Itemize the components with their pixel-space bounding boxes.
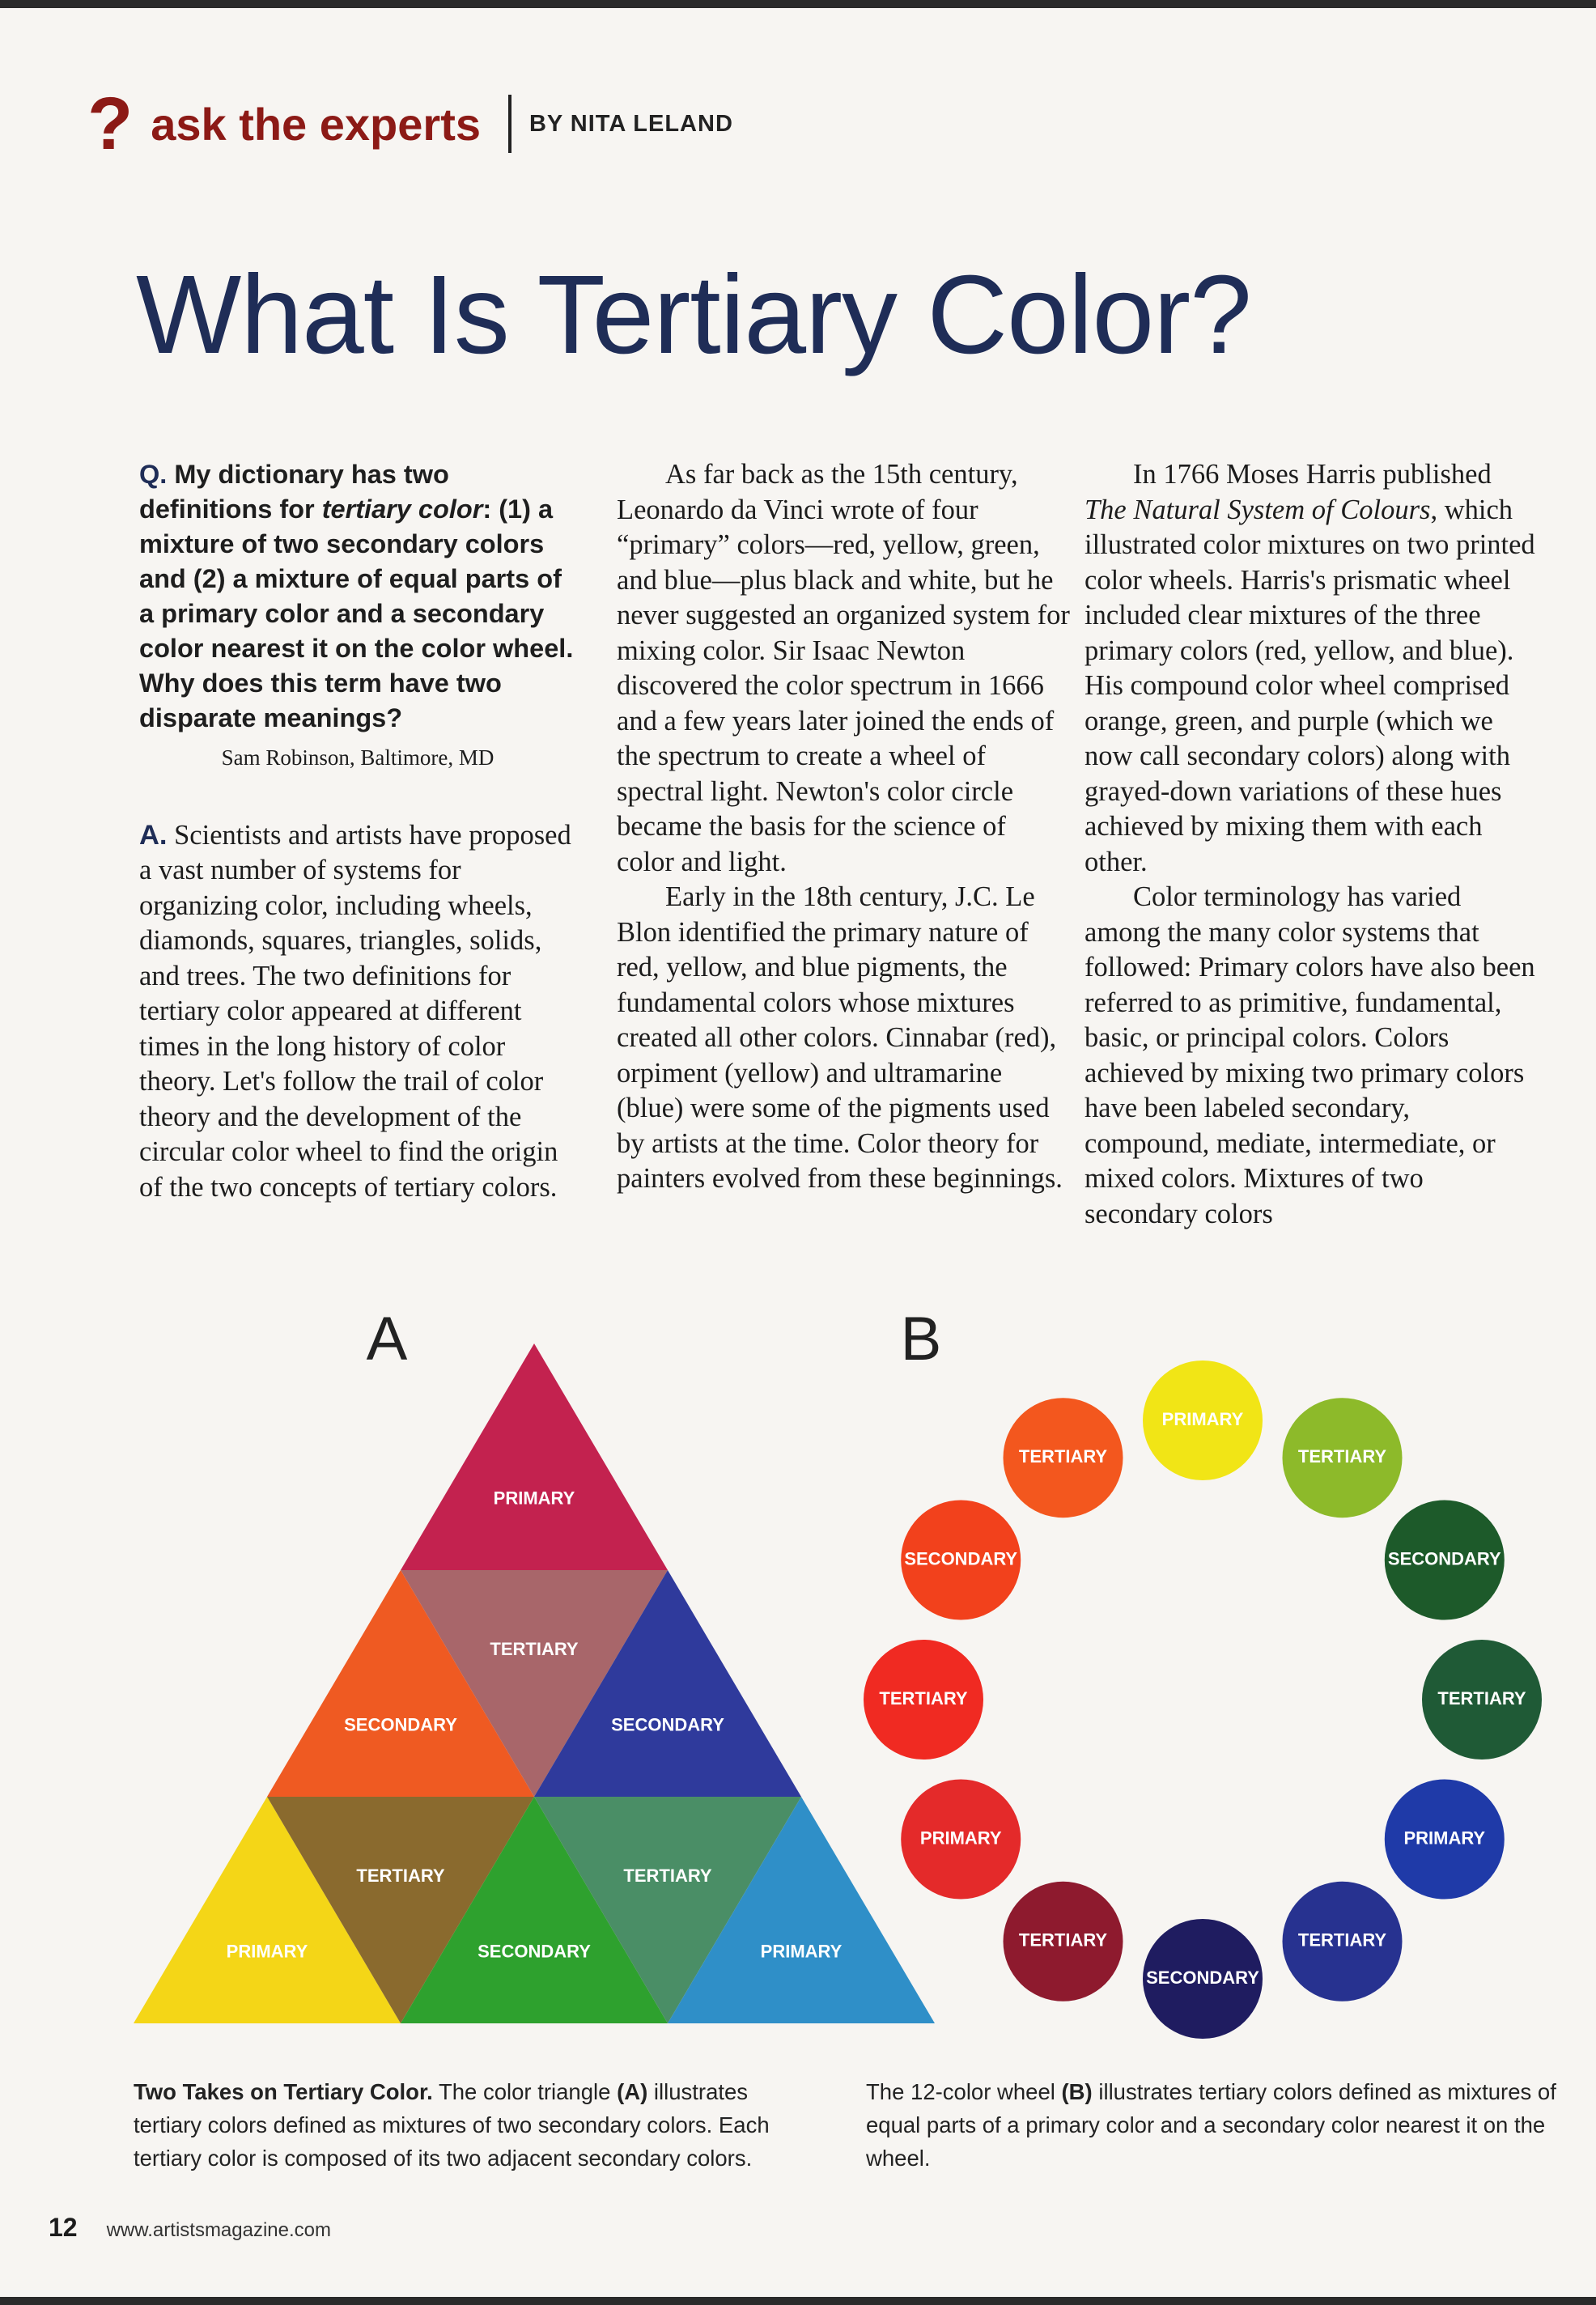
reader-question: Q. My dictionary has two definitions for tertiary color: (1) a mixture of two secondary colors and (2) a mixture of equal parts of a primary color and a secondary color nearest it on the color wheel. Why does this term have two disparate meanings?: [139, 460, 574, 732]
article-title: What Is Tertiary Color?: [136, 253, 1251, 377]
bottom-rule: [0, 2297, 1596, 2305]
question-signer: Sam Robinson, Baltimore, MD: [221, 745, 495, 770]
paragraph: Early in the 18th century, J.C. Le Blon identified the primary nature of red, yellow, and blue pigments, the fundamental colors whose mixtures created all other colors. Cinnabar (red), orpiment (yellow) and ultramarine (blue) were some of the pigments used by artists at the time. Color theory for painters evolved from these beginnings.: [617, 881, 1063, 1194]
section-header: [87, 83, 733, 165]
triangle-cell-label: SECONDARY: [344, 1714, 457, 1735]
wheel-circle-label: TERTIARY: [1297, 1929, 1387, 1951]
caption-left: Two Takes on Tertiary Color. The color triangle (A) illustrates tertiary colors defined as mixtures of two secondary colors. Each tertiary color is composed of its two adjacent secondary colors.: [134, 2079, 770, 2171]
wheel-circle-label: PRIMARY: [1403, 1827, 1486, 1849]
color-triangle: [134, 1305, 935, 2023]
wheel-circle-label: TERTIARY: [879, 1687, 968, 1709]
byline: BY NITA LELAND: [528, 110, 733, 137]
page-number: 12: [49, 2213, 78, 2242]
question-label: Q.: [139, 460, 168, 489]
answer-paragraph: A. Scientists and artists have proposed a vast number of systems for organizing color, including wheels, diamonds, squares, triangles, solids, and trees. The two definitions for tertiary color appeared at different times in the long history of color theory. Let's follow the trail of color theory and the development of the circular color wheel to find the origin of the two concepts of tertiary colors.: [139, 819, 571, 1203]
triangle-cell-label: PRIMARY: [760, 1941, 843, 1962]
page-footer: [49, 2213, 331, 2243]
caption-right: The 12-color wheel (B) illustrates tertiary colors defined as mixtures of equal parts of a primary color and a secondary color nearest it on the wheel.: [866, 2079, 1556, 2171]
figure-b-letter: B: [900, 1305, 942, 1373]
top-rule: [0, 0, 1596, 8]
column-3: [1085, 457, 1538, 1232]
divider: [508, 95, 511, 153]
wheel-circle-label: SECONDARY: [1146, 1967, 1259, 1988]
figure: [0, 1295, 1596, 2056]
triangle-cell-1: [401, 1344, 668, 1570]
question-mark-icon: ?: [87, 83, 134, 165]
book-title: The Natural System of Colours: [1085, 494, 1431, 525]
wheel-circle-label: TERTIARY: [1437, 1687, 1526, 1709]
term: tertiary color: [321, 495, 483, 524]
triangle-cell-label: TERTIARY: [490, 1639, 579, 1660]
paragraph: As far back as the 15th century, Leonardo da Vinci wrote of four “primary” colors—red, yellow, green, and blue—plus black and white, but he never suggested an organized system for mixing color. Sir Isaac Newton discovered the color spectrum in 1666 and a few years later joined the ends of the spectrum to create a wheel of spectral light. Newton's color circle became the basis for the science of color and light.: [617, 459, 1070, 877]
caption-title: Two Takes on Tertiary Color.: [134, 2079, 433, 2104]
color-diagrams: [0, 1295, 1596, 2056]
triangle-cell-label: PRIMARY: [493, 1488, 575, 1509]
triangle-cell-label: SECONDARY: [478, 1941, 591, 1962]
wheel-circle-label: TERTIARY: [1297, 1446, 1387, 1467]
section-name: ask the experts: [151, 98, 481, 150]
paragraph: In 1766 Moses Harris published The Natural System of Colours, which illustrated color mixtures on two printed color wheels. Harris's prismatic wheel included clear mixtures of the three primary colors (red, yellow, and blue). His compound color wheel comprised orange, green, and purple (which we now call secondary colors) along with grayed-down variations of these hues achieved by mixing them with each other.: [1085, 459, 1535, 877]
answer-label: A.: [139, 819, 168, 851]
wheel-circle-label: SECONDARY: [1387, 1548, 1501, 1569]
triangle-cell-label: PRIMARY: [226, 1941, 308, 1962]
column-1: [139, 457, 576, 1205]
wheel-circle-label: TERTIARY: [1018, 1446, 1108, 1467]
triangle-cell-label: TERTIARY: [356, 1866, 445, 1887]
website-link[interactable]: www.artistsmagazine.com: [106, 2219, 332, 2241]
wheel-circle-label: SECONDARY: [904, 1548, 1018, 1569]
color-wheel: [864, 1305, 1542, 2039]
wheel-circle-label: PRIMARY: [919, 1827, 1002, 1849]
column-2: [617, 457, 1070, 1197]
wheel-circle-label: TERTIARY: [1018, 1929, 1108, 1951]
triangle-cell-label: SECONDARY: [611, 1714, 724, 1735]
triangle-cell-label: TERTIARY: [623, 1866, 712, 1887]
figure-a-letter: A: [366, 1305, 408, 1373]
wheel-circle-label: PRIMARY: [1161, 1408, 1244, 1429]
paragraph: Color terminology has varied among the many color systems that followed: Primary colors have also been referred to as primitive, fundamental, basic, or principal colors. Colors achieved by mixing two primary colors have been labeled secondary, compound, mediate, intermediate, or mixed colors. Mixtures of two secondary colors: [1085, 881, 1535, 1229]
